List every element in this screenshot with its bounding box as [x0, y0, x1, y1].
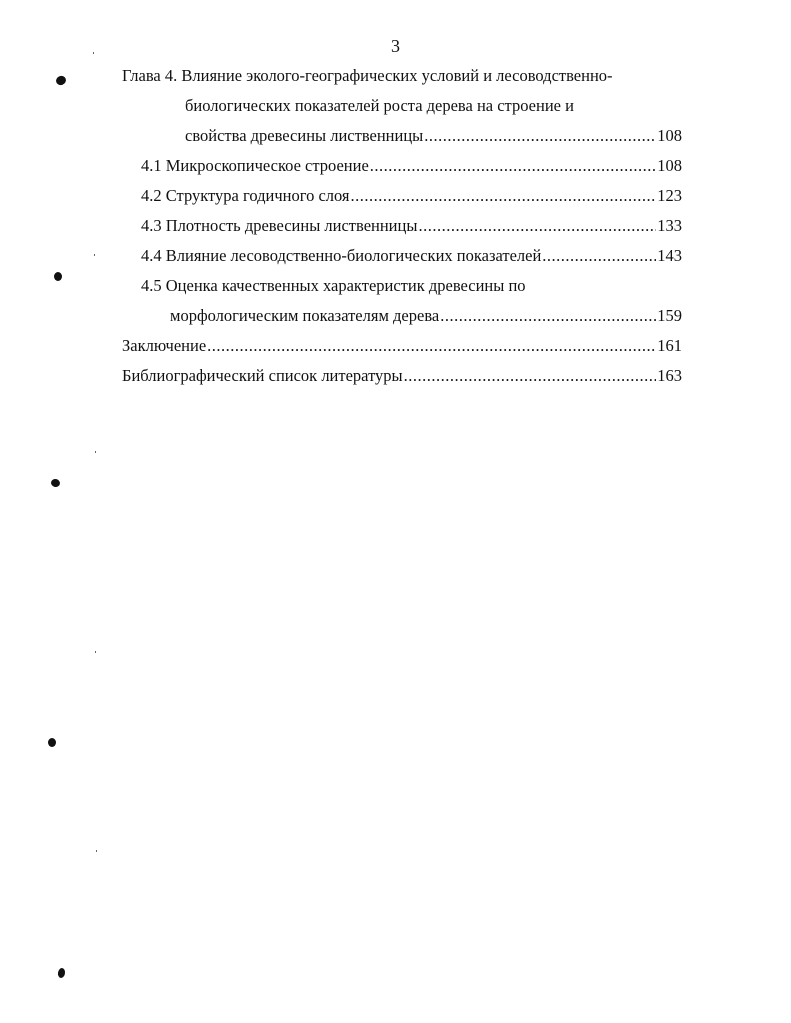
- toc-section-4-4-page: 143: [657, 246, 682, 265]
- scan-speck: [55, 75, 67, 87]
- toc-section-4-5-title-line1: 4.5 Оценка качественных характеристик древесины по: [141, 276, 526, 295]
- toc-section-4-3: [141, 214, 682, 238]
- scan-mark: [94, 254, 95, 256]
- toc-chapter4-line1: [122, 64, 682, 88]
- scan-speck: [50, 478, 61, 488]
- toc-chapter4-line3: [185, 124, 682, 148]
- toc-conclusion-page: 161: [657, 336, 682, 355]
- dot-leader: [440, 304, 656, 328]
- scan-mark: [95, 651, 96, 653]
- toc-chapter4-title-line1: Глава 4. Влияние эколого-географических условий и лесоводственно-: [122, 66, 613, 85]
- dot-leader: [542, 244, 656, 268]
- scan-mark: [95, 451, 96, 453]
- toc-section-4-4-title: 4.4 Влияние лесоводственно-биологических показателей: [141, 246, 542, 265]
- dot-leader: [370, 154, 656, 178]
- dot-leader: [207, 334, 656, 358]
- scan-mark: [93, 52, 94, 54]
- scan-speck: [54, 272, 62, 281]
- toc-chapter4-title-line2: биологических показателей роста дерева на строение и: [185, 96, 574, 115]
- toc-chapter4-line2: [185, 94, 682, 118]
- page-number: 3: [391, 36, 400, 56]
- toc-section-4-2-page: 123: [657, 186, 682, 205]
- toc-section-4-2-title: 4.2 Структура годичного слоя: [141, 186, 350, 205]
- toc-section-4-5-page: 159: [657, 306, 682, 325]
- toc-conclusion: [122, 334, 682, 358]
- toc-conclusion-title: Заключение: [122, 336, 207, 355]
- toc-section-4-4: [141, 244, 682, 268]
- scan-mark: [96, 850, 97, 852]
- toc-chapter4-page: 108: [657, 126, 682, 145]
- dot-leader: [404, 364, 657, 388]
- dot-leader: [418, 214, 656, 238]
- dot-leader: [424, 124, 656, 148]
- toc-section-4-5-line2: [170, 304, 682, 328]
- toc-section-4-3-title: 4.3 Плотность древесины лиственницы: [141, 216, 418, 235]
- dot-leader: [351, 184, 657, 208]
- toc-section-4-3-page: 133: [657, 216, 682, 235]
- toc-section-4-1-title: 4.1 Микроскопическое строение: [141, 156, 369, 175]
- toc-bibliography: [122, 364, 682, 388]
- toc-section-4-5-line1: [141, 274, 682, 298]
- toc-section-4-1: [141, 154, 682, 178]
- toc-section-4-1-page: 108: [657, 156, 682, 175]
- toc-section-4-2: [141, 184, 682, 208]
- toc-bibliography-page: 163: [657, 366, 682, 385]
- toc-chapter4-title-line3: свойства древесины лиственницы: [185, 126, 424, 145]
- toc-section-4-5-title-line2: морфологическим показателям дерева: [170, 306, 440, 325]
- scan-speck: [57, 967, 66, 978]
- toc-bibliography-title: Библиографический список литературы: [122, 366, 403, 385]
- scan-speck: [48, 738, 56, 747]
